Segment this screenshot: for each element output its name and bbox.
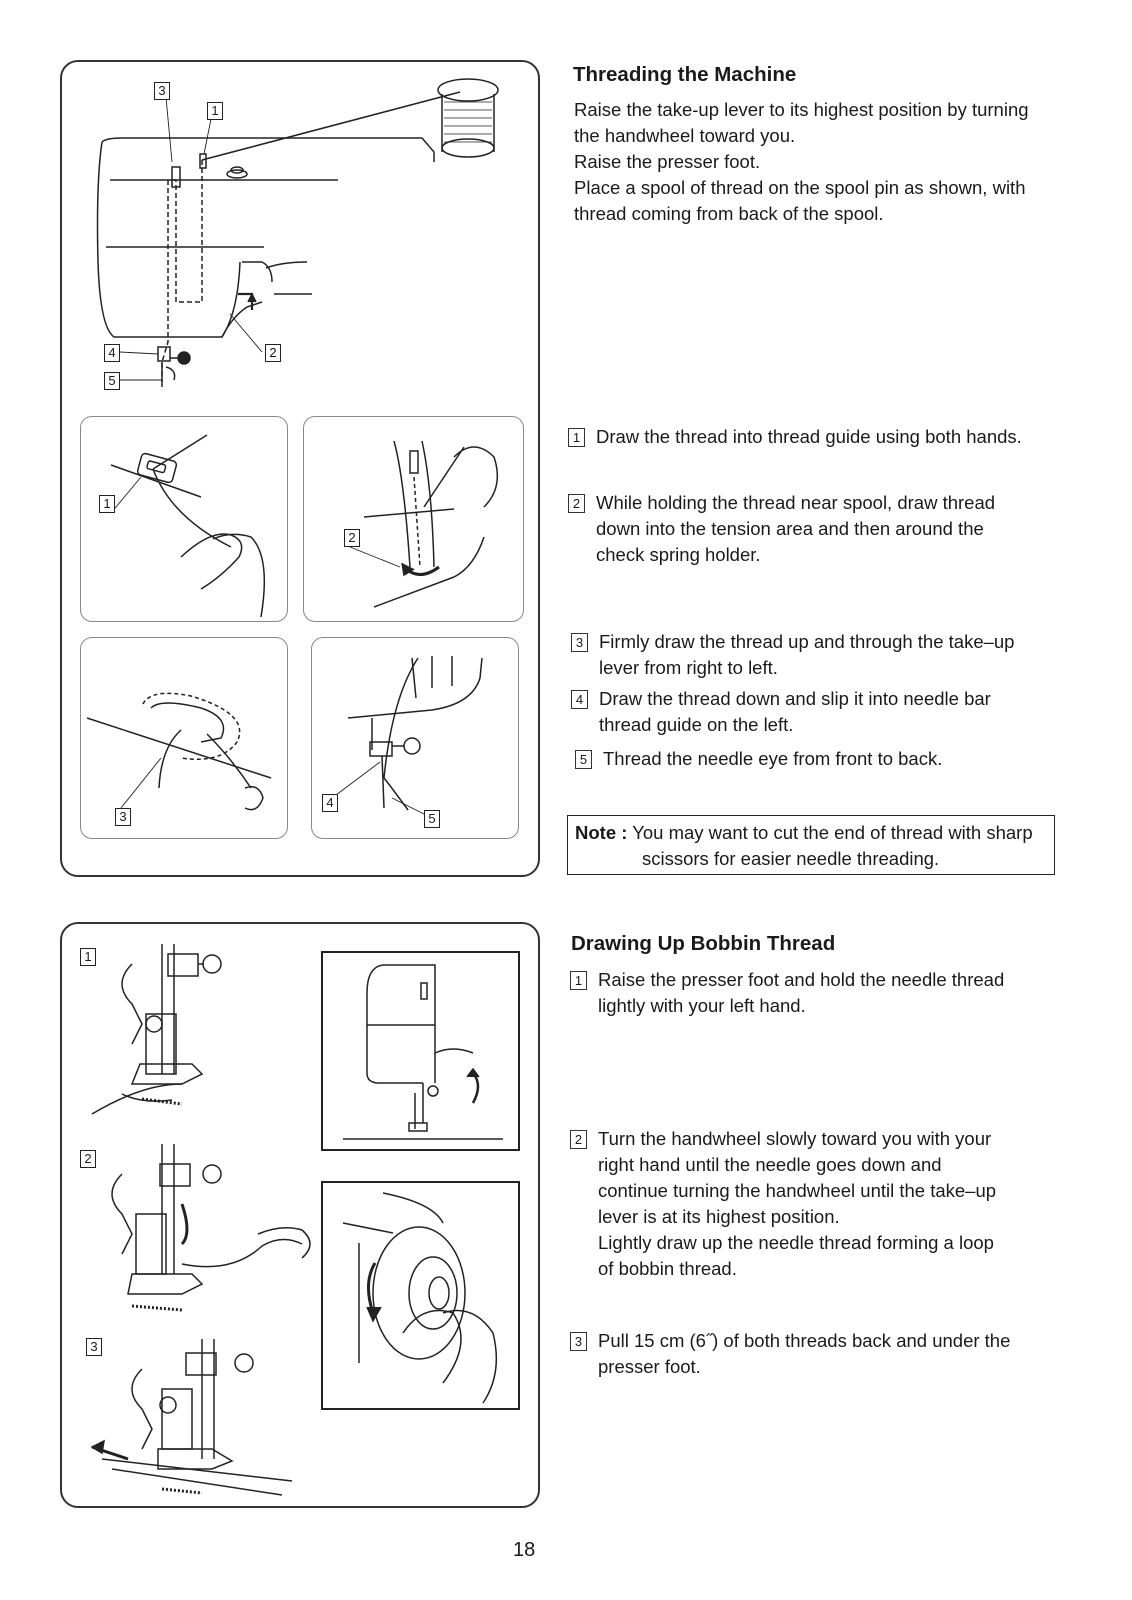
needle-down-diagram	[62, 1134, 322, 1314]
step-number: 1	[568, 428, 585, 447]
step-number: 3	[570, 1332, 587, 1351]
step-text: Raise the presser foot and hold the needle thread lightly with your left hand.	[598, 969, 1005, 1016]
figure-label: 5	[104, 372, 120, 390]
figure-label: 5	[424, 810, 440, 828]
step-text: Thread the needle eye from front to back.	[603, 748, 943, 769]
step-text: Turn the handwheel slowly toward you with your right hand until the needle goes down and continue turning the handwheel until the take–up lever is at its highest position. Lightly draw up the needle thread forming a loop of bobbin thread.	[598, 1128, 997, 1279]
step-text: Firmly draw the thread up and through the take–up lever from right to left.	[599, 631, 1015, 678]
thread-guide-detail	[80, 416, 288, 622]
machine-threading-diagram	[62, 62, 538, 407]
figure-label: 3	[86, 1338, 102, 1356]
take-up-lever-detail	[80, 637, 288, 839]
handwheel-frame	[321, 1181, 520, 1410]
figure-label: 2	[265, 344, 281, 362]
machine-side-frame	[321, 951, 520, 1151]
step-number: 1	[570, 971, 587, 990]
page-number: 18	[513, 1539, 536, 1561]
tension-area-detail	[303, 416, 524, 622]
threading-illustration-panel	[60, 60, 540, 877]
figure-label: 2	[344, 529, 360, 547]
figure-label: 1	[207, 102, 223, 120]
presser-foot-raise-diagram	[62, 924, 302, 1124]
figure-label: 3	[154, 82, 170, 100]
step-number: 5	[575, 750, 592, 769]
figure-label: 1	[80, 948, 96, 966]
step-number: 2	[568, 494, 585, 513]
step-text: Draw the thread into thread guide using both hands.	[596, 426, 1022, 447]
needle-threading-detail	[311, 637, 519, 839]
step-number: 3	[571, 633, 588, 652]
threading-note-box	[567, 815, 1055, 875]
figure-label: 1	[99, 495, 115, 513]
step-text: Pull 15 cm (6˝) of both threads back and under the presser foot.	[598, 1330, 1011, 1377]
step-number: 4	[571, 690, 588, 709]
figure-label: 4	[322, 794, 338, 812]
figure-label: 4	[104, 344, 120, 362]
step-number: 2	[570, 1130, 587, 1149]
figure-label: 3	[115, 808, 131, 826]
bobbin-illustration-panel	[60, 922, 540, 1508]
note-label: Note :	[575, 822, 628, 843]
section-title-bobbin: Drawing Up Bobbin Thread	[571, 932, 836, 955]
note-text-continued: scissors for easier needle threading.	[642, 848, 940, 869]
note-text: You may want to cut the end of thread with sharp	[632, 822, 1033, 843]
step-text: While holding the thread near spool, draw thread down into the tension area and then around the check spring holder.	[596, 492, 996, 565]
figure-label: 2	[80, 1150, 96, 1168]
threading-intro: Raise the take-up lever to its highest position by turning the handwheel toward you. Raise the presser foot. Place a spool of thread on the spool pin as shown, with thread coming from back of the spool.	[574, 99, 1029, 224]
section-title-threading: Threading the Machine	[573, 63, 797, 86]
step-text: Draw the thread down and slip it into needle bar thread guide on the left.	[599, 688, 991, 735]
